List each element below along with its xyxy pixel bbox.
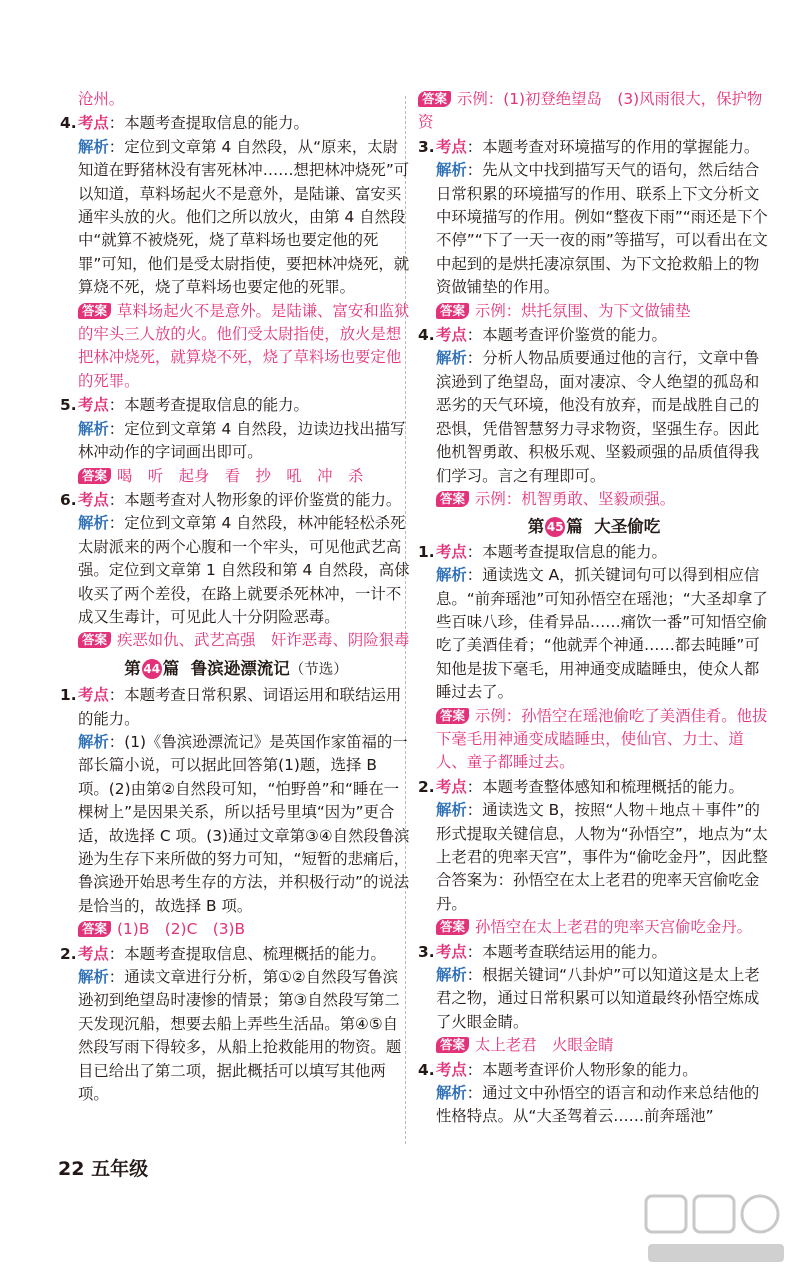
s44-question-1: 1. 考点：本题考查日常积累、词语运用和联结运用的能力。 — [60, 686, 402, 728]
point-text: 本题考查评价鉴赏的能力。 — [482, 326, 667, 345]
answer-block — [60, 300, 412, 394]
answer-text: 疾恶如仇、武艺高强 奸诈恶毒、阴险狠毒 — [117, 631, 410, 650]
question-number: 4. — [60, 114, 77, 133]
answer-text: 示例：(1)初登绝望岛 (3)风雨很大，保护物资 — [418, 90, 763, 132]
point-label: 考点 — [78, 490, 109, 509]
grade-label: 五年级 — [91, 1158, 149, 1180]
question-6: 6. 考点：本题考查对人物形象的评价鉴赏的能力。 — [60, 489, 412, 512]
answer-block — [418, 488, 770, 511]
analysis-block: 解析：分析人物品质要通过他的言行，文章中鲁滨逊到了绝望岛，面对凄凉、令人绝望的孤岛和恶劣的天气环境，他没有放弃，而是战胜自己的恐惧，凭借智慧努力寻求物资，坚强生存。因此他机智勇敢、积极乐观、坚毅顽强的品质值得我们学习。言之有理即可。 — [436, 349, 760, 485]
point-label: 考点 — [436, 542, 467, 561]
section-mid: 篇 — [162, 658, 180, 678]
analysis-label: 解析 — [78, 732, 109, 751]
answer-block — [418, 88, 770, 135]
point-label: 考点 — [78, 114, 109, 133]
analysis-block: 解析：根据关键词“八卦炉”可以知道这是太上老君之物，通过日常积累可以知道最终孙悟空炼成了火眼金睛。 — [436, 966, 760, 1031]
answer-text: (1)B (2)C (3)B — [117, 920, 246, 939]
s44-question-4: 4. 考点：本题考查评价鉴赏的能力。 — [418, 324, 770, 347]
analysis-text: 定位到文章第 4 自然段，边读边找出描写林冲动作的字词画出即可。 — [78, 419, 406, 462]
question-number: 1. — [60, 686, 77, 705]
section-mid: 篇 — [566, 517, 583, 537]
s45-question-1: 1. 考点：本题考查提取信息的能力。 — [418, 541, 770, 564]
analysis-block: 解析：通过文中孙悟空的语言和动作来总结他的性格特点。从“大圣驾着云……前奔瑶池” — [436, 1084, 760, 1126]
s44-question-3: 3. 考点：本题考查对环境描写的作用的掌握能力。 — [418, 136, 770, 159]
point-label: 考点 — [78, 944, 109, 963]
answer-block — [60, 629, 412, 652]
analysis-label: 解析 — [78, 514, 109, 533]
section-title-44 — [60, 657, 412, 682]
analysis-text: 定位到文章第 4 自然段，林冲能轻松杀死太尉派来的两个心腹和一个牢头，可见他武艺高强。定位到文章第 1 自然段和第 4 自然段，高俅收买了两个差役，在路上就要杀死林冲，一计不成又生毒计，可见此人十分阴险恶毒。 — [78, 514, 410, 626]
analysis-label: 解析 — [436, 566, 467, 585]
analysis-text: 定位到文章第 4 自然段，从“原来，太尉知道在野猪林没有害死林冲……想把林冲烧死”可以知道，草料场起火不是意外，是陆谦、富安买通牢头放的火。他们之所以放火，由第 4 自然段中“就算不被烧死，烧了草料场也要定他的死罪”可知，他们是受太尉指使，要把林冲烧死，就算烧不死，烧了草料场也要定他的死罪。 — [78, 137, 410, 297]
question-number: 1. — [418, 542, 435, 561]
s44-question-2: 2. 考点：本题考查提取信息、梳理概括的能力。 — [60, 943, 412, 966]
section-prefix: 第 — [124, 658, 141, 678]
analysis-text: 通读选文 B，按照“人物＋地点＋事件”的形式提取关键信息，人物为“孙悟空”，地点为“太上老君的兜率天宫”，事件为“偷吃金丹”，因此整合答案为：孙悟空在太上老君的兜率天宫偷吃金丹。 — [436, 801, 768, 913]
analysis-block: 解析：(1)《鲁滨逊漂流记》是英国作家笛福的一部长篇小说，可以据此回答第(1)题，选择 B 项。(2)由第②自然段可知，“怕野兽”和“睡在一棵树上”是因果关系，所以括号里填“因为”更合适，故选择 C 项。(3)通过文章第③④自然段鲁滨逊为生存下来所做的努力可知，“短暂的悲痛后，鲁滨逊开始思考生存的方法，并积极行动”的说法是恰当的，故选择 B 项。 — [78, 732, 410, 915]
section-title-45 — [418, 515, 770, 538]
analysis-label: 解析 — [436, 1084, 467, 1103]
point-text: 本题考查日常积累、词语运用和联结运用的能力。 — [78, 686, 402, 728]
answer-badge: 答案 — [78, 303, 111, 319]
answer-block — [418, 1034, 770, 1057]
question-number: 3. — [418, 137, 435, 156]
analysis-label: 解析 — [78, 137, 109, 156]
answer-badge: 答案 — [436, 303, 469, 319]
answer-badge: 答案 — [78, 921, 111, 937]
analysis-label: 解析 — [436, 801, 467, 820]
answer-text: 太上老君 火眼金睛 — [475, 1036, 614, 1055]
analysis-text: 通读文章进行分析，第①②自然段写鲁滨逊初到绝望岛时凄惨的情景；第③自然段写第二天发现沉船，想要去船上弄些生活品。第④⑤自然段写雨下得较多，从船上抢救能用的物资。题目已给出了第二项，据此概括可以填写其他两项。 — [78, 968, 402, 1104]
watermark-logo — [640, 1190, 790, 1270]
answer-badge: 答案 — [418, 91, 451, 107]
point-label: 考点 — [436, 137, 467, 156]
section-name: 大圣偷吃 — [594, 517, 661, 537]
analysis-label: 解析 — [78, 419, 109, 438]
answer-text: 示例：机智勇敢、坚毅顽强。 — [475, 489, 676, 508]
analysis-text: 根据关键词“八卦炉”可以知道这是太上老君之物，通过日常积累可以知道最终孙悟空炼成了火眼金睛。 — [436, 966, 760, 1031]
section-name: 鲁滨逊漂流记 — [190, 658, 290, 678]
point-text: 本题考查对环境描写的作用的掌握能力。 — [482, 137, 760, 156]
s45-question-4: 4. 考点：本题考查评价人物形象的能力。 — [418, 1059, 770, 1082]
answer-badge: 答案 — [78, 632, 111, 648]
question-number: 2. — [60, 944, 77, 963]
answer-badge: 答案 — [78, 468, 111, 484]
analysis-block: 解析：通读文章进行分析，第①②自然段写鲁滨逊初到绝望岛时凄惨的情景；第③自然段写第二天发现沉船，想要去船上弄些生活品。第④⑤自然段写雨下得较多，从船上抢救能用的物资。题目已给出了第二项，据此概括可以填写其他两项。 — [78, 968, 402, 1104]
question-4: 4. 考点：本题考查提取信息的能力。 — [60, 112, 412, 135]
left-column — [60, 88, 412, 1106]
point-text: 本题考查对人物形象的评价鉴赏的能力。 — [124, 490, 402, 509]
answer-block — [418, 300, 770, 323]
answer-text: 草料场起火不是意外。是陆谦、富安和监狱的牢头三人放的火。他们受太尉指使，放火是想把林冲烧死，就算烧不死，烧了草料场也要定他的死罪。 — [78, 301, 410, 390]
answer-badge: 答案 — [436, 491, 469, 507]
answer-block — [60, 465, 412, 488]
answer-badge: 答案 — [436, 708, 469, 724]
answer-badge: 答案 — [436, 919, 469, 935]
analysis-block: 解析：先从文中找到描写天气的语句，然后结合日常积累的环境描写的作用、联系上下文分析文中环境描写的作用。例如“整夜下雨”“雨还是下个不停”“下了一天一夜的雨”等描写，可以看出在文中起到的是烘托凄凉氛围、为下文抢救船上的物资做铺垫的作用。 — [436, 161, 768, 297]
point-text: 本题考查整体感知和梳理概括的能力。 — [482, 777, 744, 796]
page-footer — [58, 1154, 148, 1181]
analysis-block: 解析：定位到文章第 4 自然段，林冲能轻松杀死太尉派来的两个心腹和一个牢头，可见他武艺高强。定位到文章第 1 自然段和第 4 自然段，高俅收买了两个差役，在路上就要杀死林冲，一计不成又生毒计，可见此人十分阴险恶毒。 — [78, 514, 410, 626]
analysis-text: 通读选文 A，抓关键词句可以得到相应信息。“前奔瑶池”可知孙悟空在瑶池；“大圣却拿了些百味八珍，佳肴异品……痛饮一番”可知悟空偷吃了美酒佳肴；“他就弄个神通……都去盹睡”可知他是拔下毫毛，用神通变成瞌睡虫，使众人都睡过去了。 — [436, 566, 768, 702]
answer-block — [418, 705, 770, 775]
point-label: 考点 — [78, 686, 109, 705]
section-note: （节选） — [289, 661, 348, 678]
point-label: 考点 — [436, 777, 467, 796]
page-number: 22 — [58, 1158, 85, 1180]
question-number: 4. — [418, 1060, 435, 1079]
answer-text: 示例：孙悟空在瑶池偷吃了美酒佳肴。他拔下毫毛用神通变成瞌睡虫，使仙官、力士、道人、童子都睡过去。 — [436, 706, 768, 772]
answer-text: 喝 听 起身 看 抄 吼 冲 杀 — [117, 466, 364, 485]
analysis-block: 解析：通读选文 A，抓关键词句可以得到相应信息。“前奔瑶池”可知孙悟空在瑶池；“大圣却拿了些百味八珍，佳肴异品……痛饮一番”可知悟空偷吃了美酒佳肴；“他就弄个神通……都去盹睡”可知他是拔下毫毛，用神通变成瞌睡虫，使众人都睡过去了。 — [436, 566, 768, 702]
answer-block — [60, 918, 412, 941]
question-number: 6. — [60, 490, 77, 509]
section-prefix: 第 — [527, 517, 545, 537]
point-label: 考点 — [78, 396, 109, 415]
right-column — [418, 88, 770, 1129]
point-label: 考点 — [436, 326, 467, 345]
analysis-label: 解析 — [78, 968, 109, 987]
point-text: 本题考查提取信息、梳理概括的能力。 — [124, 944, 386, 963]
continuation-text: 沧州。 — [78, 90, 125, 108]
point-text: 本题考查提取信息的能力。 — [124, 396, 309, 415]
analysis-block: 解析：定位到文章第 4 自然段，从“原来，太尉知道在野猪林没有害死林冲……想把林冲烧死”可以知道，草料场起火不是意外，是陆谦、富安买通牢头放的火。他们之所以放火，由第 4 自然段中“就算不被烧死，烧了草料场也要定他的死罪”可知，他们是受太尉指使，要把林冲烧死，就算烧不死，烧了草料场也要定他的死罪。 — [78, 137, 410, 297]
analysis-text: 先从文中找到描写天气的语句，然后结合日常积累的环境描写的作用、联系上下文分析文中环境描写的作用。例如“整夜下雨”“雨还是下个不停”“下了一天一夜的雨”等描写，可以看出在文中起到的是烘托凄凉氛围、为下文抢救船上的物资做铺垫的作用。 — [436, 161, 768, 297]
analysis-text: 通过文中孙悟空的语言和动作来总结他的性格特点。从“大圣驾着云……前奔瑶池” — [436, 1084, 760, 1126]
answer-block — [418, 916, 770, 939]
question-5: 5. 考点：本题考查提取信息的能力。 — [60, 394, 412, 417]
analysis-text: 分析人物品质要通过他的言行，文章中鲁滨逊到了绝望岛，面对凄凉、令人绝望的孤岛和恶劣的天气环境，他没有放弃，而是战胜自己的恐惧，凭借智慧努力寻求物资，坚强生存。因此他机智勇敢、积极乐观、坚毅顽强的品质值得我们学习。言之有理即可。 — [436, 349, 760, 485]
answer-badge: 答案 — [436, 1037, 469, 1053]
point-text: 本题考查评价人物形象的能力。 — [482, 1060, 698, 1079]
analysis-block: 解析：定位到文章第 4 自然段，边读边找出描写林冲动作的字词画出即可。 — [78, 419, 406, 462]
s45-question-3: 3. 考点：本题考查联结运用的能力。 — [418, 941, 770, 964]
answer-text: 孙悟空在太上老君的兜率天宫偷吃金丹。 — [475, 918, 753, 937]
point-text: 本题考查提取信息的能力。 — [482, 542, 667, 561]
point-text: 本题考查联结运用的能力。 — [482, 942, 667, 961]
analysis-text: (1)《鲁滨逊漂流记》是英国作家笛福的一部长篇小说，可以据此回答第(1)题，选择 B 项。(2)由第②自然段可知，“怕野兽”和“睡在一棵树上”是因果关系，所以括号里填“因为”更合适，故选择 C 项。(3)通过文章第③④自然段鲁滨逊为生存下来所做的努力可知，“短暂的悲痛后，鲁滨逊开始思考生存的方法，并积极行动”的说法是恰当的，故选择 B 项。 — [78, 732, 410, 915]
point-label: 考点 — [436, 942, 467, 961]
question-number: 3. — [418, 942, 435, 961]
s45-question-2: 2. 考点：本题考查整体感知和梳理概括的能力。 — [418, 776, 770, 799]
point-label: 考点 — [436, 1060, 467, 1079]
answer-text: 示例：烘托氛围、为下文做铺垫 — [475, 301, 691, 320]
analysis-block: 解析：通读选文 B，按照“人物＋地点＋事件”的形式提取关键信息，人物为“孙悟空”，地点为“太上老君的兜率天宫”，事件为“偷吃金丹”，因此整合答案为：孙悟空在太上老君的兜率天宫偷吃金丹。 — [436, 801, 768, 913]
question-number: 2. — [418, 777, 435, 796]
question-number: 4. — [418, 326, 435, 345]
section-number-badge: 44 — [142, 659, 162, 679]
analysis-label: 解析 — [436, 349, 467, 368]
analysis-label: 解析 — [436, 161, 467, 180]
point-text: 本题考查提取信息的能力。 — [124, 114, 309, 133]
section-number-badge: 45 — [545, 517, 565, 537]
analysis-label: 解析 — [436, 966, 467, 985]
question-number: 5. — [60, 396, 77, 415]
